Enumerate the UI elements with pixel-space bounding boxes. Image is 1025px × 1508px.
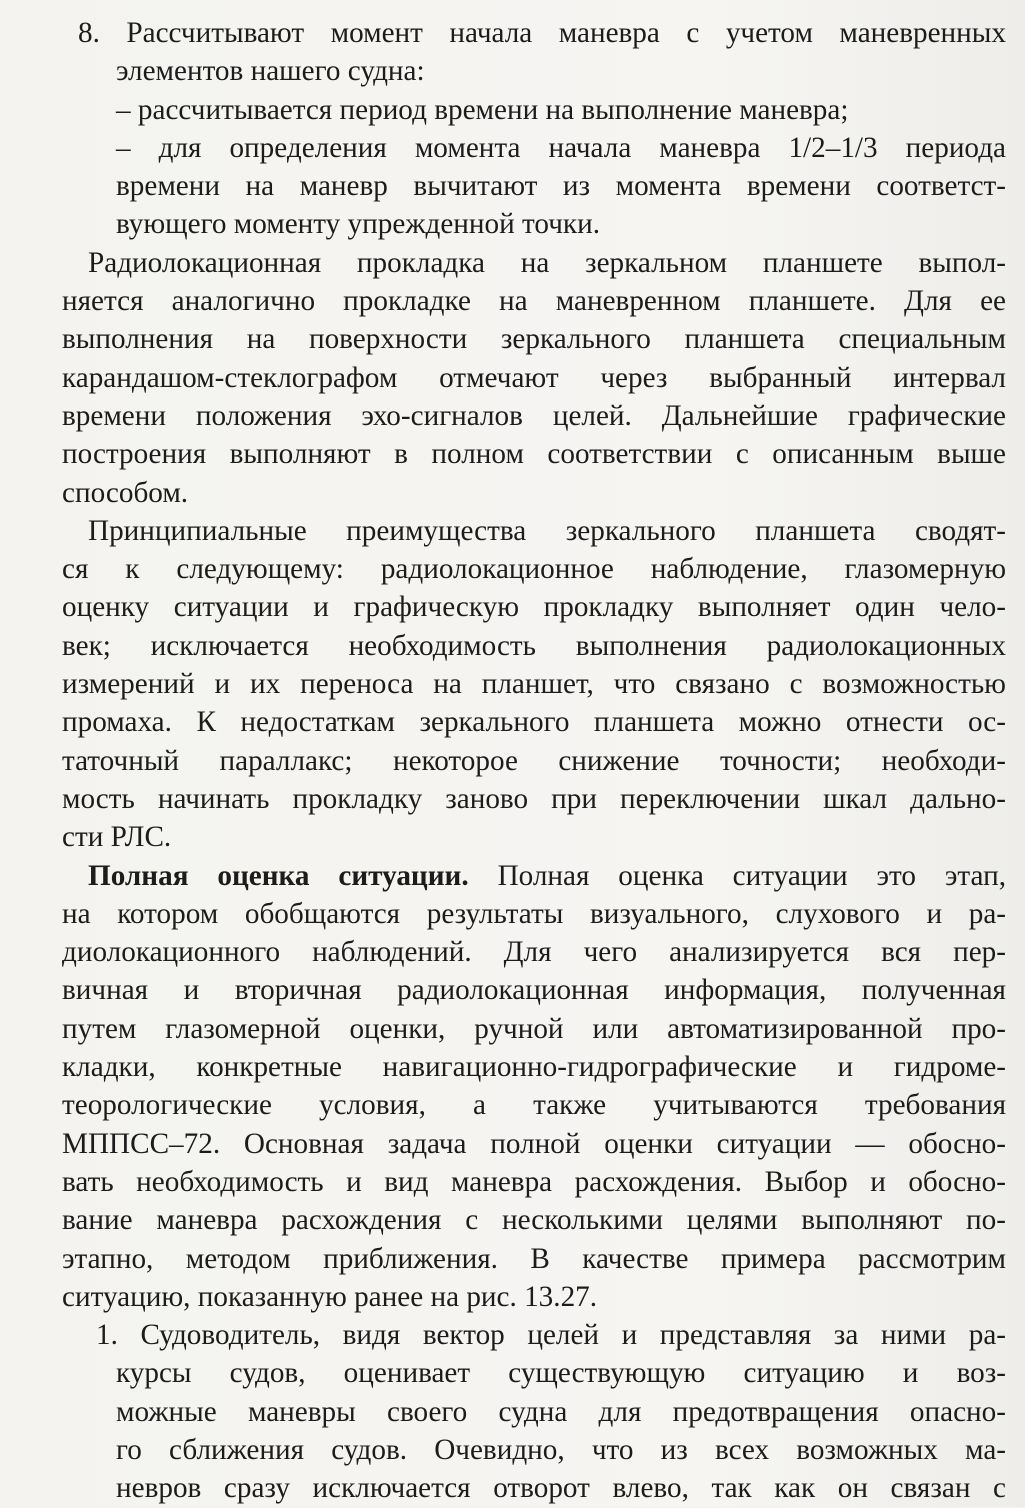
text-line (62, 167, 1006, 205)
text-line (62, 665, 1006, 703)
text-line (62, 129, 1006, 167)
line-text: этапно, методом приближения. В качестве примера рассмотрим (62, 1242, 1006, 1275)
text-line (62, 895, 1006, 933)
line-text: мость начинать прокладку заново при переключении шкал дально- (62, 782, 1006, 815)
line-text: го сближения судов. Очевидно, что из всех возможных ма- (116, 1433, 1006, 1466)
text-line (62, 512, 1006, 550)
text-line (62, 91, 1006, 129)
text-line (62, 1201, 1006, 1239)
line-text: век; исключается необходимость выполнения радиолокационных (62, 629, 1006, 662)
text-line (62, 397, 1006, 435)
text-line (62, 14, 1006, 52)
text-line (62, 818, 1006, 856)
text-line (62, 703, 1006, 741)
text-line (62, 1354, 1006, 1392)
text-line (62, 1469, 1006, 1507)
line-text: карандашом-стеклографом отмечают через выбранный интервал (62, 361, 1006, 394)
line-text: промаха. К недостаткам зеркального планшета можно отнести ос- (62, 706, 1006, 739)
text-line (62, 1086, 1006, 1124)
line-text: таточный параллакс; некоторое снижение точности; необходи- (62, 744, 1006, 777)
line-text: Принципиальные преимущества зеркального планшета сводят- (88, 514, 1006, 547)
text-line (62, 435, 1006, 473)
text-line (62, 780, 1006, 818)
line-text: сти РЛС. (62, 821, 172, 854)
line-text: можные маневры своего судна для предотвращения опасно- (116, 1395, 1006, 1428)
line-text: курсы судов, оценивает существующую ситуацию и воз- (116, 1357, 1006, 1390)
line-text: вание маневра расхождения с несколькими целями выполняют по- (62, 1204, 1006, 1237)
text-line (62, 359, 1006, 397)
text-line (62, 627, 1006, 665)
text-line (62, 933, 1006, 971)
line-text: способом. (62, 476, 189, 509)
line-text: на котором обобщаются результаты визуального, слухового и ра- (62, 897, 1006, 930)
text-line (62, 1010, 1006, 1048)
text-line (62, 244, 1006, 282)
line-text: ся к следующему: радиолокационное наблюдение, глазомерную (62, 553, 1006, 586)
text-line (62, 205, 1006, 243)
text-line (62, 742, 1006, 780)
text-line (62, 588, 1006, 626)
text-line (62, 320, 1006, 358)
line-text: оценку ситуации и графическую прокладку выполняет один чело- (62, 591, 1006, 624)
line-text: вичная и вторичная радиолокационная информация, полученная (62, 974, 1006, 1007)
text-line (62, 971, 1006, 1009)
line-text: путем глазомерной оценки, ручной или автоматизированной про- (62, 1012, 1006, 1045)
line-text: измерений и их переноса на планшет, что связано с возможностью (62, 668, 1006, 701)
text-line (62, 1316, 1006, 1354)
line-text: элементов нашего судна: (116, 55, 425, 88)
text-line (62, 550, 1006, 588)
line-text: ситуацию, показанную ранее на рис. 13.27. (62, 1280, 598, 1313)
text-line (62, 474, 1006, 512)
line-text: 8. Рассчитывают момент начала маневра с учетом маневренных (78, 17, 1006, 49)
text-line (62, 1048, 1006, 1086)
line-text: выполнения на поверхности зеркального планшета специальным (62, 323, 1006, 356)
line-text: теорологические условия, а также учитываются требования (62, 1089, 1006, 1122)
line-text: МППСС–72. Основная задача полной оценки ситуации — обосно- (62, 1127, 1006, 1160)
text-line (62, 1163, 1006, 1201)
line-text: кладки, конкретные навигационно-гидрографические и гидроме- (62, 1051, 1006, 1084)
line-text: Радиолокационная прокладка на зеркальном планшете выпол- (88, 246, 1006, 279)
text-line (62, 52, 1006, 90)
line-text: 1. Судоводитель, видя вектор целей и представляя за ними ра- (96, 1319, 1006, 1352)
text-line (62, 857, 1006, 895)
line-text: вующего моменту упрежденной точки. (116, 208, 601, 241)
line-text: – рассчитывается период времени на выполнение маневра; (116, 93, 849, 126)
section-heading: Полная оценка ситуации. (88, 859, 469, 892)
line-text: невров сразу исключается отворот влево, так как он связан с (116, 1472, 1006, 1505)
line-text: построения выполняют в полном соответствии с описанным выше (62, 438, 1006, 471)
text-line (62, 282, 1006, 320)
line-text: времени на маневр вычитают из момента времени соответст- (116, 170, 1006, 203)
line-text: няется аналогично прокладке на маневренном планшете. Для ее (62, 285, 1006, 318)
text-line (62, 1393, 1006, 1431)
line-text: – для определения момента начала маневра 1/2–1/3 периода (116, 131, 1006, 164)
line-text: вать необходимость и вид маневра расхождения. Выбор и обосно- (62, 1165, 1006, 1198)
page-text (62, 14, 1006, 1508)
text-line (62, 1125, 1006, 1163)
text-line (62, 1240, 1006, 1278)
text-line (62, 1278, 1006, 1316)
text-line (62, 1431, 1006, 1469)
line-text: диолокационного наблюдений. Для чего анализируется вся пер- (62, 936, 1006, 969)
line-text: времени положения эхо-сигналов целей. Дальнейшие графические (62, 399, 1006, 432)
line-text: Полная оценка ситуации это этап, (468, 859, 1007, 892)
